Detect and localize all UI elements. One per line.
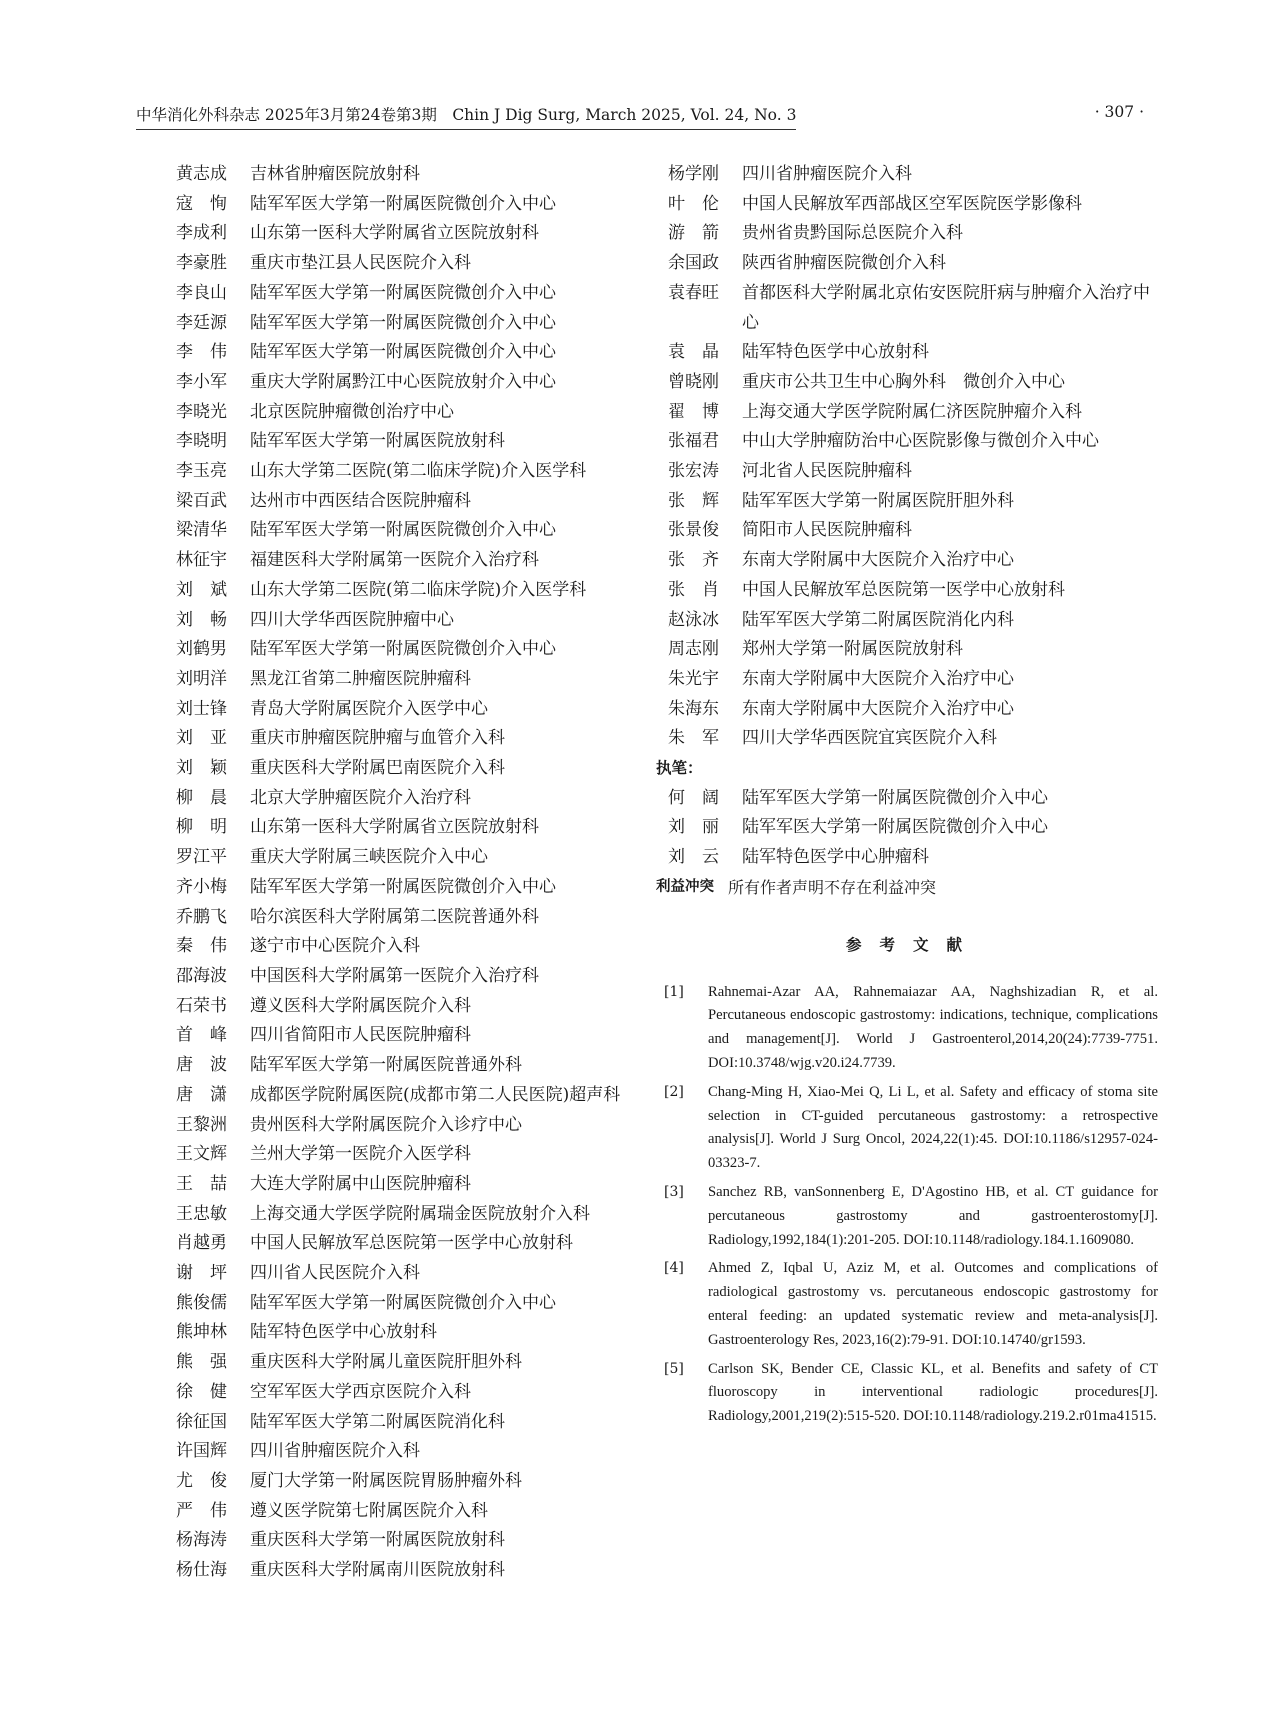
member-row xyxy=(668,516,1158,546)
member-name: 杨海涛 xyxy=(176,1530,227,1551)
member-row xyxy=(668,190,1158,220)
reference-item xyxy=(664,1358,1158,1429)
member-name: 刘 亚 xyxy=(176,728,227,749)
member-row xyxy=(176,427,656,457)
member-row xyxy=(176,1140,656,1170)
member-name: 朱海东 xyxy=(668,698,719,719)
member-row xyxy=(176,754,656,784)
member-name: 王 喆 xyxy=(176,1173,227,1194)
member-row xyxy=(668,398,1158,428)
member-affiliation: 陆军军医大学第一附属医院微创介入中心 xyxy=(250,342,556,363)
member-row xyxy=(176,635,656,665)
member-row xyxy=(176,724,656,754)
member-name: 曾晓刚 xyxy=(668,371,719,392)
member-affiliation: 四川省肿瘤医院介入科 xyxy=(742,164,912,184)
member-row xyxy=(176,932,656,962)
member-affiliation: 贵州医科大学附属医院介入诊疗中心 xyxy=(250,1114,522,1135)
member-name: 李成利 xyxy=(176,223,227,244)
member-affiliation: 陕西省肿瘤医院微创介入科 xyxy=(742,253,946,274)
member-name: 朱光宇 xyxy=(668,668,719,689)
member-affiliation: 陆军军医大学第一附属医院肝胆外科 xyxy=(742,490,1014,511)
member-affiliation: 陆军军医大学第一附属医院微创介入中心 xyxy=(250,312,556,333)
member-name: 翟 博 xyxy=(668,401,719,422)
member-affiliation: 达州市中西医结合医院肿瘤科 xyxy=(250,490,471,511)
member-row xyxy=(668,576,1158,606)
member-affiliation: 四川大学华西医院宜宾医院介入科 xyxy=(742,728,997,749)
reference-item xyxy=(664,1257,1158,1352)
member-affiliation: 四川大学华西医院肿瘤中心 xyxy=(250,609,454,630)
member-row xyxy=(176,368,656,398)
member-row xyxy=(176,1111,656,1141)
member-affiliation: 贵州省贵黔国际总医院介入科 xyxy=(742,223,963,244)
member-affiliation: 重庆市公共卫生中心胸外科 微创介入中心 xyxy=(742,371,1065,392)
right-column xyxy=(656,160,1158,1434)
member-affiliation: 山东大学第二医院(第二临床学院)介入医学科 xyxy=(250,461,587,482)
member-row xyxy=(176,665,656,695)
member-name: 石荣书 xyxy=(176,995,227,1016)
member-row xyxy=(176,1556,656,1586)
member-row xyxy=(176,1229,656,1259)
member-affiliation: 空军军医大学西京医院介入科 xyxy=(250,1381,471,1402)
member-affiliation: 遂宁市中心医院介入科 xyxy=(250,936,420,957)
reference-item xyxy=(664,1081,1158,1176)
member-name: 王黎洲 xyxy=(176,1114,227,1135)
member-row xyxy=(176,992,656,1022)
member-affiliation: 河北省人民医院肿瘤科 xyxy=(742,461,912,482)
member-name: 严 伟 xyxy=(176,1500,227,1521)
member-affiliation: 陆军军医大学第一附属医院微创介入中心 xyxy=(250,639,556,660)
member-affiliation: 重庆大学附属黔江中心医院放射介入中心 xyxy=(250,371,556,392)
member-name: 熊俊儒 xyxy=(176,1292,227,1313)
member-name: 徐征国 xyxy=(176,1411,227,1432)
member-name: 刘鹤男 xyxy=(176,639,227,660)
member-name: 徐 健 xyxy=(176,1381,227,1402)
member-row xyxy=(176,309,656,339)
member-row xyxy=(668,546,1158,576)
member-affiliation: 哈尔滨医科大学附属第二医院普通外科 xyxy=(250,906,539,927)
member-name: 叶 伦 xyxy=(668,193,719,214)
member-row xyxy=(176,487,656,517)
member-name: 袁 晶 xyxy=(668,342,719,363)
member-row xyxy=(176,338,656,368)
member-name: 熊坤林 xyxy=(176,1322,227,1343)
coi-text: 所有作者声明不存在利益冲突 xyxy=(728,877,937,897)
member-affiliation: 四川省人民医院介入科 xyxy=(250,1263,420,1284)
member-affiliation: 陆军军医大学第一附属医院微创介入中心 xyxy=(250,193,556,214)
member-name: 赵泳冰 xyxy=(668,609,719,630)
member-row xyxy=(176,1526,656,1556)
member-affiliation: 陆军军医大学第一附属医院普通外科 xyxy=(250,1055,522,1076)
member-name: 杨仕海 xyxy=(176,1560,227,1581)
member-affiliation: 东南大学附属中大医院介入治疗中心 xyxy=(742,550,1014,571)
member-row xyxy=(176,516,656,546)
reference-number: [4] xyxy=(664,1260,684,1277)
member-row xyxy=(176,1051,656,1081)
member-name: 游 箭 xyxy=(668,223,719,244)
member-name: 李晓光 xyxy=(176,401,227,422)
reference-number: [2] xyxy=(664,1083,684,1100)
member-affiliation: 陆军军医大学第二附属医院消化科 xyxy=(250,1411,505,1432)
member-row xyxy=(176,190,656,220)
member-list-right xyxy=(668,160,1158,754)
member-name: 刘 颖 xyxy=(176,758,227,779)
member-name: 寇 恂 xyxy=(176,193,227,214)
member-name: 邵海波 xyxy=(176,965,227,986)
member-row xyxy=(176,1170,656,1200)
member-row xyxy=(668,279,1158,338)
reference-text: Carlson SK, Bender CE, Classic KL, et al. Benefits and safety of CT fluoroscopy in interventional radiologic procedures[J]. Radiology,2001,219(2):515-520. DOI:10.1148/radiology.219.2.r01ma41515. xyxy=(708,1360,1158,1425)
member-affiliation: 陆军军医大学第一附属医院微创介入中心 xyxy=(742,787,1048,808)
member-affiliation: 简阳市人民医院肿瘤科 xyxy=(742,520,912,541)
member-name: 周志刚 xyxy=(668,639,719,660)
member-affiliation: 中国人民解放军总医院第一医学中心放射科 xyxy=(742,579,1065,600)
member-name: 何 阔 xyxy=(668,787,719,808)
member-row xyxy=(668,784,1158,814)
member-affiliation: 东南大学附属中大医院介入治疗中心 xyxy=(742,668,1014,689)
member-name: 李良山 xyxy=(176,282,227,303)
member-affiliation: 山东第一医科大学附属省立医院放射科 xyxy=(250,817,539,838)
member-affiliation: 东南大学附属中大医院介入治疗中心 xyxy=(742,698,1014,719)
member-name: 刘明洋 xyxy=(176,668,227,689)
member-row xyxy=(176,784,656,814)
reference-item xyxy=(664,1181,1158,1252)
member-name: 张福君 xyxy=(668,431,719,452)
reference-number: [1] xyxy=(664,983,684,1000)
running-header xyxy=(136,103,1144,131)
member-row xyxy=(668,368,1158,398)
member-name: 张 辉 xyxy=(668,490,719,511)
member-affiliation: 重庆大学附属三峡医院介入中心 xyxy=(250,847,488,868)
member-name: 秦 伟 xyxy=(176,936,227,957)
member-affiliation: 遵义医科大学附属医院介入科 xyxy=(250,995,471,1016)
member-name: 尤 俊 xyxy=(176,1470,227,1491)
member-row xyxy=(668,813,1158,843)
member-affiliation: 上海交通大学医学院附属仁济医院肿瘤介入科 xyxy=(742,401,1082,422)
member-affiliation: 重庆医科大学附属巴南医院介入科 xyxy=(250,758,505,779)
journal-citation: 中华消化外科杂志 2025年3月第24卷第3期 Chin J Dig Surg, March 2025, Vol. 24, No. 3 xyxy=(136,103,796,130)
member-name: 熊 强 xyxy=(176,1352,227,1373)
member-affiliation: 陆军军医大学第一附属医院微创介入中心 xyxy=(250,876,556,897)
member-row xyxy=(176,1348,656,1378)
member-name: 李豪胜 xyxy=(176,253,227,274)
member-row xyxy=(176,1021,656,1051)
member-affiliation: 郑州大学第一附属医院放射科 xyxy=(742,639,963,660)
member-name: 李 伟 xyxy=(176,342,227,363)
member-affiliation: 成都医学院附属医院(成都市第二人民医院)超声科 xyxy=(250,1084,621,1105)
member-name: 黄志成 xyxy=(176,164,227,184)
member-affiliation: 中国医科大学附属第一医院介入治疗科 xyxy=(250,965,539,986)
coi-label: 利益冲突 xyxy=(656,878,714,895)
member-affiliation: 大连大学附属中山医院肿瘤科 xyxy=(250,1173,471,1194)
member-name: 刘 斌 xyxy=(176,579,227,600)
member-name: 李玉亮 xyxy=(176,461,227,482)
reference-number: [5] xyxy=(664,1360,684,1377)
member-row xyxy=(176,546,656,576)
member-affiliation: 重庆医科大学第一附属医院放射科 xyxy=(250,1530,505,1551)
member-row xyxy=(176,160,656,190)
member-row xyxy=(176,1289,656,1319)
member-affiliation: 遵义医学院第七附属医院介入科 xyxy=(250,1500,488,1521)
member-affiliation: 重庆医科大学附属南川医院放射科 xyxy=(250,1560,505,1581)
member-affiliation: 陆军特色医学中心放射科 xyxy=(742,342,929,363)
member-affiliation: 厦门大学第一附属医院胃肠肿瘤外科 xyxy=(250,1470,522,1491)
member-name: 李晓明 xyxy=(176,431,227,452)
member-name: 张景俊 xyxy=(668,520,719,541)
member-affiliation: 陆军军医大学第二附属医院消化内科 xyxy=(742,609,1014,630)
member-name: 唐 潇 xyxy=(176,1084,227,1105)
member-name: 余国政 xyxy=(668,253,719,274)
member-row xyxy=(176,873,656,903)
member-affiliation: 陆军军医大学第一附属医院放射科 xyxy=(250,431,505,452)
member-row xyxy=(176,813,656,843)
member-row xyxy=(176,1081,656,1111)
reference-text: Ahmed Z, Iqbal U, Aziz M, et al. Outcomes and complications of radiological gastrostomy vs. percutaneous endoscopic gastrostomy for enteral feeding: an updated systematic review and meta-analysis[J]. Gastroenterology Res, 2023,16(2):79-91. DOI:10.14740/gr1593. xyxy=(708,1260,1158,1348)
member-affiliation: 重庆市垫江县人民医院介入科 xyxy=(250,253,471,274)
member-affiliation: 中国人民解放军西部战区空军医院医学影像科 xyxy=(742,193,1082,214)
member-name: 柳 晨 xyxy=(176,787,227,808)
member-name: 唐 波 xyxy=(176,1055,227,1076)
member-affiliation: 四川省肿瘤医院介入科 xyxy=(250,1441,420,1462)
member-name: 李小军 xyxy=(176,371,227,392)
member-row xyxy=(176,1437,656,1467)
member-affiliation: 四川省简阳市人民医院肿瘤科 xyxy=(250,1025,471,1046)
member-row xyxy=(176,695,656,725)
member-affiliation: 黑龙江省第二肿瘤医院肿瘤科 xyxy=(250,668,471,689)
member-affiliation: 吉林省肿瘤医院放射科 xyxy=(250,164,420,184)
member-name: 刘 云 xyxy=(668,847,719,868)
member-name: 杨学刚 xyxy=(668,164,719,184)
member-name: 梁清华 xyxy=(176,520,227,541)
member-row xyxy=(176,1467,656,1497)
member-affiliation: 兰州大学第一医院介入医学科 xyxy=(250,1144,471,1165)
reference-list xyxy=(664,981,1158,1429)
member-affiliation: 重庆医科大学附属儿童医院肝胆外科 xyxy=(250,1352,522,1373)
member-affiliation: 陆军军医大学第一附属医院微创介入中心 xyxy=(250,1292,556,1313)
member-list-left xyxy=(176,160,656,1586)
member-row xyxy=(176,279,656,309)
reference-text: Sanchez RB, vanSonnenberg E, D'Agostino HB, et al. CT guidance for percutaneous gastrostomy and gastroenterostomy[J]. Radiology,1992,184(1):201-205. DOI:10.1148/radiology.184.1.1609080. xyxy=(708,1183,1158,1248)
member-row xyxy=(668,724,1158,754)
member-row xyxy=(668,695,1158,725)
member-name: 刘 畅 xyxy=(176,609,227,630)
member-name: 张 齐 xyxy=(668,550,719,571)
member-affiliation: 福建医科大学附属第一医院介入治疗科 xyxy=(250,550,539,571)
member-row xyxy=(176,249,656,279)
member-affiliation: 首都医科大学附属北京佑安医院肝病与肿瘤介入治疗中心 xyxy=(742,282,1150,333)
member-name: 王文辉 xyxy=(176,1144,227,1165)
member-row xyxy=(176,457,656,487)
member-row xyxy=(176,843,656,873)
references-title: 参考文献 xyxy=(845,935,980,954)
member-name: 李廷源 xyxy=(176,312,227,333)
member-row xyxy=(176,1497,656,1527)
member-name: 柳 明 xyxy=(176,817,227,838)
member-row xyxy=(668,338,1158,368)
member-name: 首 峰 xyxy=(176,1025,227,1046)
member-row xyxy=(176,1318,656,1348)
member-name: 张宏涛 xyxy=(668,461,719,482)
member-row xyxy=(176,1259,656,1289)
member-row xyxy=(176,398,656,428)
member-row xyxy=(668,160,1158,190)
member-affiliation: 陆军特色医学中心肿瘤科 xyxy=(742,847,929,868)
member-row xyxy=(668,635,1158,665)
member-name: 林征宇 xyxy=(176,550,227,571)
member-affiliation: 陆军军医大学第一附属医院微创介入中心 xyxy=(742,817,1048,838)
reference-item xyxy=(664,981,1158,1076)
member-row xyxy=(668,427,1158,457)
page-number: · 307 · xyxy=(1094,103,1144,121)
member-row xyxy=(668,249,1158,279)
member-row xyxy=(668,665,1158,695)
member-name: 梁百武 xyxy=(176,490,227,511)
member-name: 王忠敏 xyxy=(176,1203,227,1224)
member-row xyxy=(668,219,1158,249)
member-name: 谢 坪 xyxy=(176,1263,227,1284)
member-row xyxy=(668,457,1158,487)
reference-text: Chang-Ming H, Xiao-Mei Q, Li L, et al. Safety and efficacy of stoma site selection in CT-guided percutaneous gastrostomy: a retrospective analysis[J]. World J Surg Oncol, 2024,22(1):45. DOI:10.1186/s12957-024-03323-7. xyxy=(708,1083,1158,1172)
member-row xyxy=(176,962,656,992)
member-affiliation: 北京大学肿瘤医院介入治疗科 xyxy=(250,787,471,808)
writers-label: 执笔： xyxy=(656,759,703,778)
member-row xyxy=(176,1200,656,1230)
writer-list xyxy=(668,784,1158,873)
member-affiliation: 上海交通大学医学院附属瑞金医院放射介入科 xyxy=(250,1203,590,1224)
member-affiliation: 中国人民解放军总医院第一医学中心放射科 xyxy=(250,1233,573,1254)
reference-text: Rahnemai-Azar AA, Rahnemaiazar AA, Naghshizadian R, et al. Percutaneous endoscopic gastrostomy: indications, technique, complications and management[J]. World J Gastroenterol,2014,20(24):7739-7751. DOI:10.3748/wjg.v20.i24.7739. xyxy=(708,983,1158,1071)
member-row xyxy=(176,903,656,933)
member-row xyxy=(668,843,1158,873)
member-row xyxy=(176,606,656,636)
member-affiliation: 山东第一医科大学附属省立医院放射科 xyxy=(250,223,539,244)
member-affiliation: 青岛大学附属医院介入医学中心 xyxy=(250,698,488,719)
member-affiliation: 陆军特色医学中心放射科 xyxy=(250,1322,437,1343)
member-affiliation: 中山大学肿瘤防治中心医院影像与微创介入中心 xyxy=(742,431,1099,452)
member-name: 张 肖 xyxy=(668,579,719,600)
member-row xyxy=(176,1378,656,1408)
member-row xyxy=(668,487,1158,517)
member-name: 袁春旺 xyxy=(668,282,719,303)
member-name: 许国辉 xyxy=(176,1441,227,1462)
member-row xyxy=(176,576,656,606)
member-name: 齐小梅 xyxy=(176,876,227,897)
member-row xyxy=(176,219,656,249)
reference-number: [3] xyxy=(664,1183,684,1200)
member-affiliation: 山东大学第二医院(第二临床学院)介入医学科 xyxy=(250,579,587,600)
member-name: 朱 军 xyxy=(668,728,719,749)
member-name: 刘士锋 xyxy=(176,698,227,719)
left-column xyxy=(176,160,656,1586)
member-name: 罗江平 xyxy=(176,847,227,868)
member-affiliation: 陆军军医大学第一附属医院微创介入中心 xyxy=(250,282,556,303)
member-name: 乔鹏飞 xyxy=(176,906,227,927)
member-affiliation: 北京医院肿瘤微创治疗中心 xyxy=(250,401,454,422)
member-affiliation: 重庆市肿瘤医院肿瘤与血管介入科 xyxy=(250,728,505,749)
member-row xyxy=(176,1408,656,1438)
conflict-of-interest xyxy=(656,873,1158,903)
member-name: 肖越勇 xyxy=(176,1233,227,1254)
member-name: 刘 丽 xyxy=(668,817,719,838)
member-affiliation: 陆军军医大学第一附属医院微创介入中心 xyxy=(250,520,556,541)
member-row xyxy=(668,606,1158,636)
